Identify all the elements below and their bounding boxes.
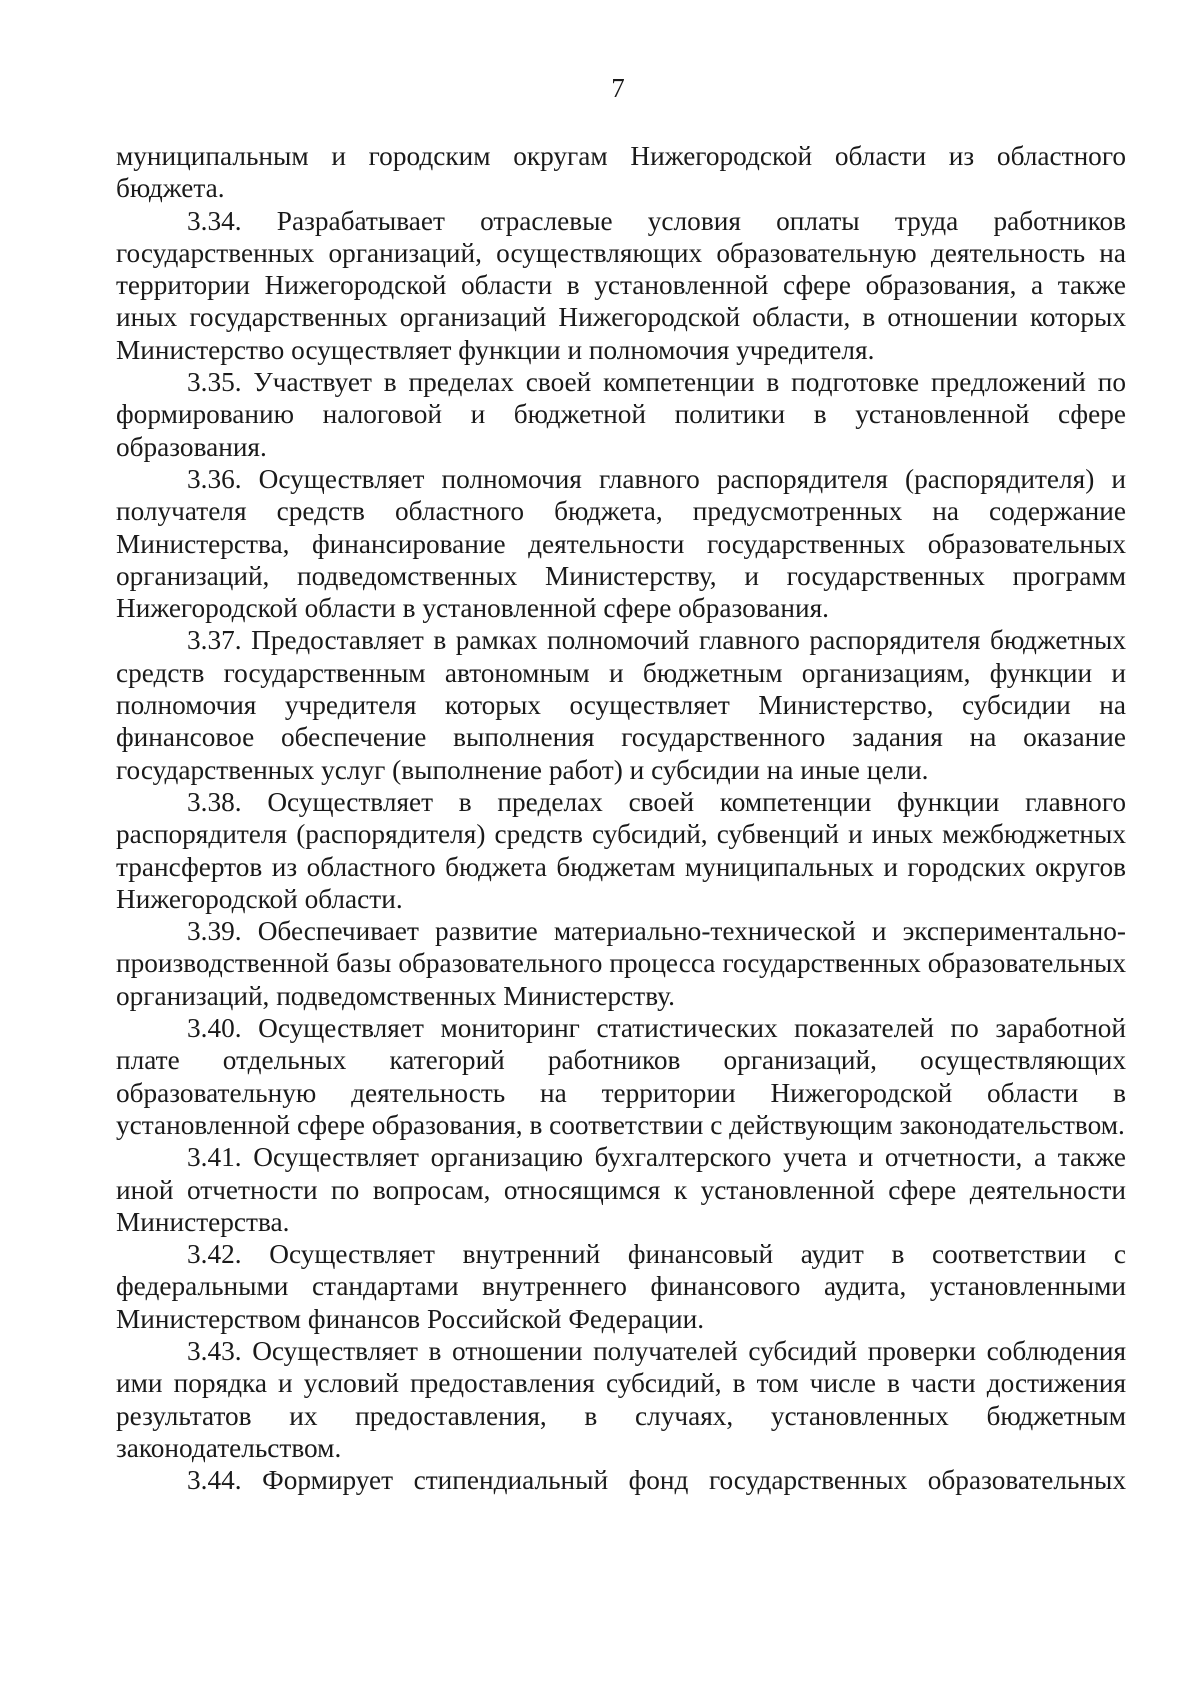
paragraph-3-41: 3.41. Осуществляет организацию бухгалтерского учета и отчетности, а также иной отчетности по вопросам, относящимся к установленной сфере деятельности Министерства.	[116, 1142, 1126, 1237]
paragraph-3-34: 3.34. Разрабатывает отраслевые условия оплаты труда работников государственных организаций, осуществляющих образовательную деятельность на территории Нижегородской области в установленной сфере образования, а также иных государственных организаций Нижегородской области, в отношении которых Министерство осуществляет функции и полномочия учредителя.	[116, 205, 1126, 365]
paragraph-3-37: 3.37. Предоставляет в рамках полномочий главного распорядителя бюджетных средств государственным автономным и бюджетным организациям, функции и полномочия учредителя которых осуществляет Министерство, субсидии на финансовое обеспечение выполнения государственного задания на оказание государственных услуг (выполнение работ) и субсидии на иные цели.	[116, 625, 1126, 785]
paragraph-3-39: 3.39. Обеспечивает развитие материально-технической и экспериментально-производственной базы образовательного процесса государственных образовательных организаций, подведомственных Министерству.	[116, 916, 1126, 1011]
paragraph-3-35: 3.35. Участвует в пределах своей компетенции в подготовке предложений по формированию налоговой и бюджетной политики в установленной сфере образования.	[116, 367, 1126, 462]
paragraph-continuation: муниципальным и городским округам Нижегородской области из областного бюджета.	[116, 141, 1126, 204]
document-body	[116, 140, 1126, 1496]
paragraph-3-42: 3.42. Осуществляет внутренний финансовый аудит в соответствии с федеральными стандартами внутреннего финансового аудита, установленными Министерством финансов Российской Федерации.	[116, 1239, 1126, 1334]
paragraph-3-44: 3.44. Формирует стипендиальный фонд государственных образовательных	[187, 1465, 1126, 1496]
paragraph-3-40: 3.40. Осуществляет мониторинг статистических показателей по заработной плате отдельных категорий работников организаций, осуществляющих образовательную деятельность на территории Нижегородской области в установленной сфере образования, в соответствии с действующим законодательством.	[116, 1013, 1126, 1140]
paragraph-3-36: 3.36. Осуществляет полномочия главного распорядителя (распорядителя) и получателя средств областного бюджета, предусмотренных на содержание Министерства, финансирование деятельности государственных образовательных организаций, подведомственных Министерству, и государственных программ Нижегородской области в установленной сфере образования.	[116, 463, 1126, 624]
paragraph-3-38: 3.38. Осуществляет в пределах своей компетенции функции главного распорядителя (распорядителя) средств субсидий, субвенций и иных межбюджетных трансфертов из областного бюджета бюджетам муниципальных и городских округов Нижегородской области.	[116, 786, 1126, 914]
paragraph-3-43: 3.43. Осуществляет в отношении получателей субсидий проверки соблюдения ими порядка и условий предоставления субсидий, в том числе в части достижения результатов их предоставления, в случаях, установленных бюджетным законодательством.	[116, 1335, 1126, 1463]
page-number: 7	[611, 73, 625, 103]
